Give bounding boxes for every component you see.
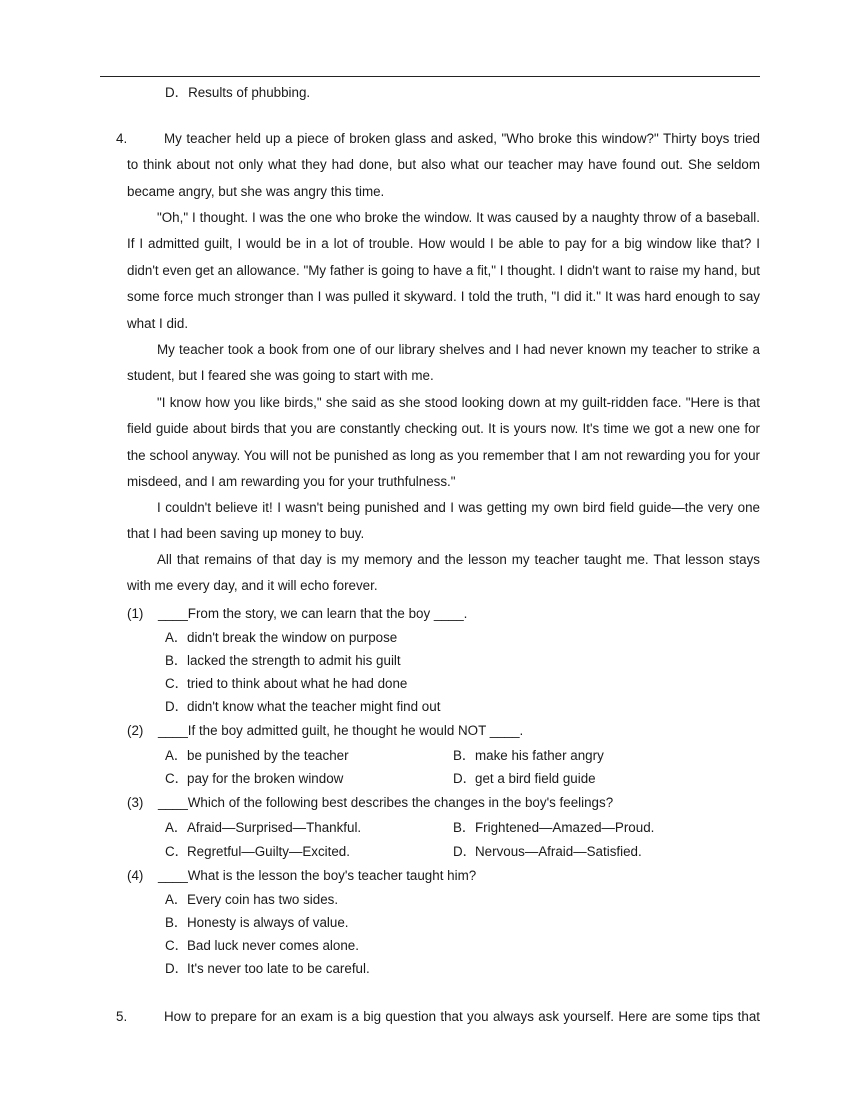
subquestion-2-number: (2) (127, 723, 144, 738)
q1-option-c[interactable] (165, 675, 407, 693)
q3-option-d[interactable] (453, 843, 642, 861)
q4-paragraph-4: "I know how you like birds," she said as she stood looking down at my guilt-ridden face. "Here is that field guide about birds that you are constantly checking out. It is yours now. It's time we got a new one for the school anyway. You will not be punished as long as you remember that I am not rewarding you for your misdeed, and I am rewarding you for your truthfulness." (127, 395, 760, 490)
subquestion-1-number: (1) (127, 606, 144, 621)
q3-option-c[interactable] (165, 843, 350, 861)
q4-option-c[interactable] (165, 937, 359, 955)
q4-paragraph-5: I couldn't believe it! I wasn't being punished and I was getting my own bird field guide—the very one that I had been saving up money to buy. (127, 500, 760, 542)
q4-option-b[interactable] (165, 914, 349, 932)
q1-option-a[interactable] (165, 629, 397, 647)
prev-option-d (165, 84, 310, 102)
subquestion-2-text: ____If the boy admitted guilt, he thought he would NOT ____. (158, 723, 524, 738)
option-text: make his father angry (475, 748, 604, 763)
subquestion-1-text: ____From the story, we can learn that the boy ____. (158, 606, 468, 621)
option-letter: D． (453, 844, 477, 859)
option-letter: A． (165, 892, 188, 907)
option-text: get a bird field guide (475, 771, 596, 786)
option-letter: A． (165, 748, 188, 763)
option-text: Frightened—Amazed—Proud. (475, 820, 655, 835)
option-letter: D． (165, 699, 189, 714)
option-letter: C． (165, 771, 189, 786)
option-text: lacked the strength to admit his guilt (187, 653, 401, 668)
q2-option-b[interactable] (453, 747, 604, 765)
q1-option-d[interactable] (165, 698, 440, 716)
option-letter: D． (165, 85, 189, 100)
option-letter: B． (165, 653, 188, 668)
option-text: Nervous—Afraid—Satisfied. (475, 844, 642, 859)
q2-option-a[interactable] (165, 747, 349, 765)
q4-option-a[interactable] (165, 891, 338, 909)
option-text: be punished by the teacher (187, 748, 349, 763)
option-letter: D． (165, 961, 189, 976)
question-5-number: 5. (116, 1009, 128, 1024)
option-text: pay for the broken window (187, 771, 344, 786)
q4-paragraph-2: "Oh," I thought. I was the one who broke the window. It was caused by a naughty throw of a baseball. If I admitted guilt, I would be in a lot of trouble. How would I be able to pay for a big window like that? I didn't even get an allowance. "My father is going to have a fit," I thought. I didn't want to raise my hand, but some force much stronger than I was pulled it skyward. I told the truth, "I did it." It was hard enough to say what I did. (127, 210, 760, 331)
q3-option-b[interactable] (453, 819, 654, 837)
q4-paragraph-3: My teacher took a book from one of our library shelves and I had never known my teacher to strike a student, but I feared she was going to start with me. (127, 342, 760, 384)
option-letter: C． (165, 844, 189, 859)
option-text: Every coin has two sides. (187, 892, 339, 907)
option-letter: B． (165, 915, 188, 930)
option-text: didn't know what the teacher might find out (187, 699, 441, 714)
subquestion-3-number: (3) (127, 795, 144, 810)
option-text: It's never too late to be careful. (187, 961, 370, 976)
q4-option-d[interactable] (165, 960, 370, 978)
option-text: Regretful—Guilty—Excited. (187, 844, 350, 859)
option-letter: B． (453, 820, 476, 835)
q2-option-c[interactable] (165, 770, 343, 788)
header-rule (100, 76, 760, 77)
option-letter: B． (453, 748, 476, 763)
question-5-text: How to prepare for an exam is a big question that you always ask yourself. Here are some tips that (164, 1009, 760, 1024)
option-letter: A． (165, 820, 188, 835)
q1-option-b[interactable] (165, 652, 401, 670)
subquestion-3-text: ____Which of the following best describes the changes in the boy's feelings? (158, 795, 614, 810)
option-letter: D． (453, 771, 477, 786)
option-letter: A． (165, 630, 188, 645)
option-letter: C． (165, 938, 189, 953)
q4-paragraph-6: All that remains of that day is my memory and the lesson my teacher taught me. That lesson stays with me every day, and it will echo forever. (127, 552, 760, 594)
option-text: Honesty is always of value. (187, 915, 349, 930)
q3-option-a[interactable] (165, 819, 361, 837)
option-text: Results of phubbing. (188, 85, 311, 100)
option-text: tried to think about what he had done (187, 676, 408, 691)
option-text: Bad luck never comes alone. (187, 938, 359, 953)
option-letter: C． (165, 676, 189, 691)
q2-option-d[interactable] (453, 770, 596, 788)
question-4-number: 4. (116, 131, 128, 146)
option-text: didn't break the window on purpose (187, 630, 398, 645)
subquestion-4-number: (4) (127, 868, 144, 883)
q4-paragraph-1: My teacher held up a piece of broken glass and asked, "Who broke this window?" Thirty boys tried to think about not only what they had done, but also what our teacher may have found out. She seldom became angry, but she was angry this time. (127, 131, 760, 199)
option-text: Afraid—Surprised—Thankful. (187, 820, 362, 835)
subquestion-4-text: ____What is the lesson the boy's teacher taught him? (158, 868, 477, 883)
